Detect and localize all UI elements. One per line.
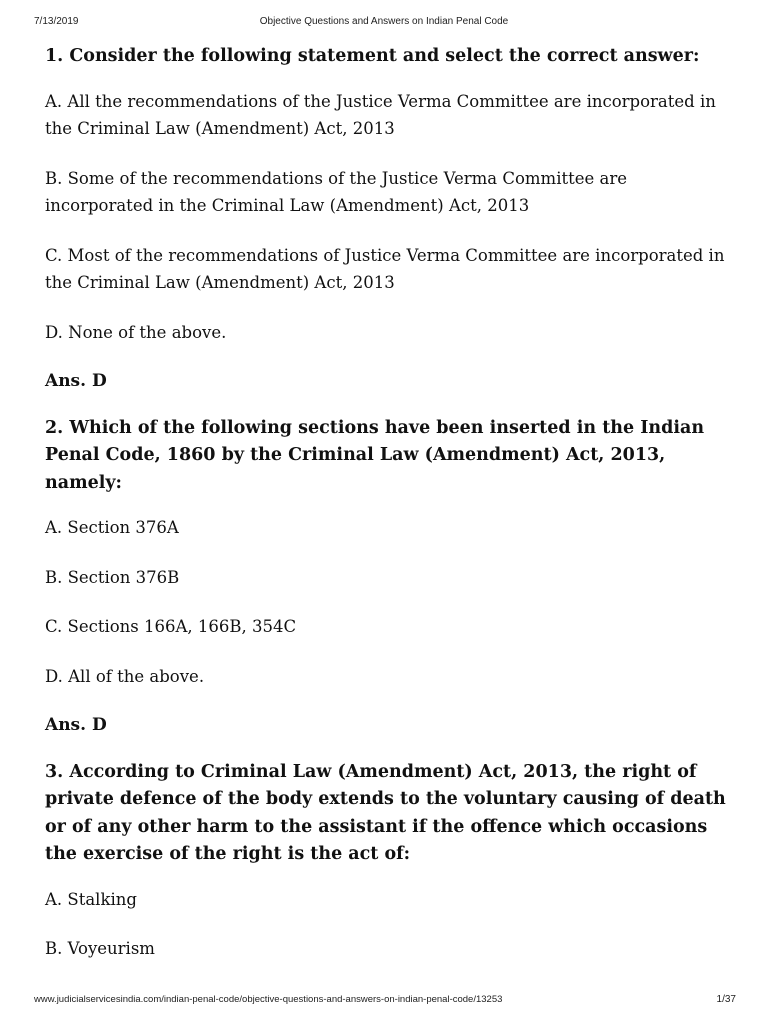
print-url: www.judicialservicesindia.com/indian-penal-code/objective-questions-and-answers-on-indian-penal-code/13253 [34, 994, 503, 1005]
option-d: D. All of the above. [45, 666, 205, 686]
option-b: B. Some of the recommendations of the Justice Verma Committee are incorporated in the Criminal Law (Amendment) Act, 2013 [45, 168, 628, 215]
answer-text: Ans. D [45, 371, 107, 391]
question-block-3 [45, 759, 730, 963]
question-text: 1. Consider the following statement and select the correct answer: [45, 46, 700, 66]
page-number: 1/37 [716, 994, 736, 1005]
answer-text: Ans. D [45, 715, 107, 735]
option-a: A. Section 376A [45, 518, 179, 537]
print-title: Objective Questions and Answers on Indian Penal Code [259, 16, 509, 27]
option-a: A. All the recommendations of the Justice Verma Committee are incorporated in the Criminal Law (Amendment) Act, 2013 [45, 91, 716, 138]
option-c: C. Most of the recommendations of Justice Verma Committee are incorporated in the Criminal Law (Amendment) Act, 2013 [45, 245, 725, 292]
question-text: 3. According to Criminal Law (Amendment) Act, 2013, the right of private defence of the body extends to the voluntary causing of death or of any other harm to the assistant if the offence which occasions the exercise of the right is the act of: [45, 761, 726, 864]
question-text: 2. Which of the following sections have been inserted in the Indian Penal Code, 1860 by the Criminal Law (Amendment) Act, 2013, namely: [45, 417, 705, 493]
option-d: D. None of the above. [45, 322, 227, 342]
print-footer [0, 994, 768, 1008]
option-b: B. Voyeurism [45, 939, 155, 958]
option-b: B. Section 376B [45, 567, 180, 587]
option-c: C. Sections 166A, 166B, 354C [45, 617, 297, 636]
option-a: A. Stalking [45, 889, 137, 909]
print-header [0, 16, 768, 30]
question-block-2 [45, 415, 730, 740]
document-body [45, 43, 730, 985]
question-block-1 [45, 43, 730, 396]
print-date: 7/13/2019 [34, 16, 79, 27]
